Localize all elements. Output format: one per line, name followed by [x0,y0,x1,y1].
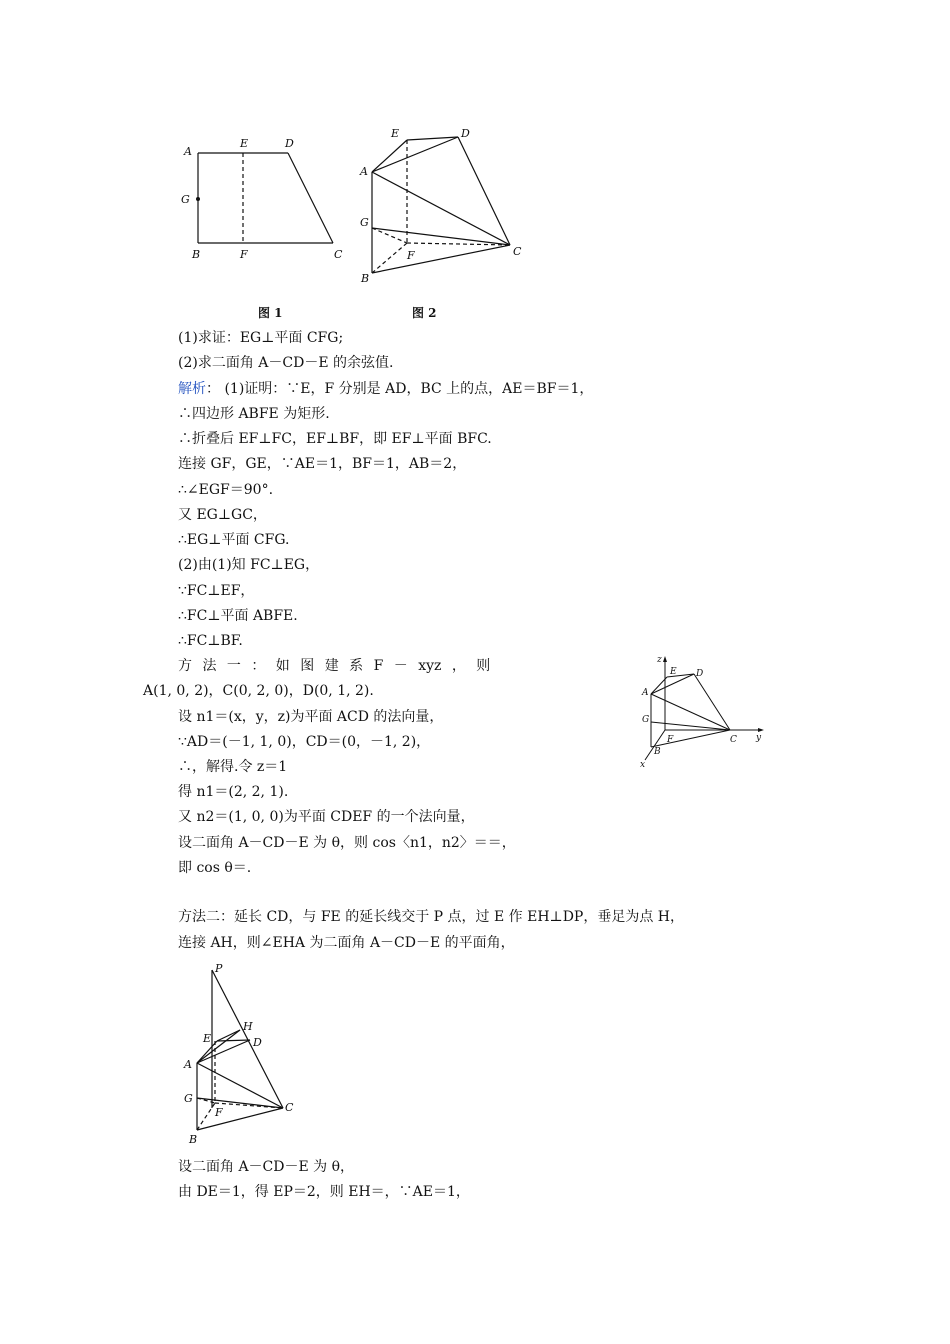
text-line: ∴EG⊥平面 CFG. [178,532,290,548]
axis-y: y [756,733,762,743]
text-line: ∴折叠后 EF⊥FC，EF⊥BF，即 EF⊥平面 BFC. [178,431,492,447]
axis-x: x [640,760,646,770]
question-1: (1)求证：EG⊥平面 CFG; [178,330,344,346]
text-line: 连接 GF，GE，∵AE＝1，BF＝1，AB＝2， [178,456,467,472]
text-line: (2)由(1)知 FC⊥EG， [178,557,320,573]
label-G: G [184,1092,193,1105]
figure-3 [630,652,775,770]
text-line: ∴FC⊥BF. [178,633,243,649]
label-B: B [361,272,370,285]
method-2-line-b: 连接 AH，则∠EHA 为二面角 A－CD－E 的平面角， [178,935,515,951]
label-E: E [240,137,249,150]
label-C: C [730,735,737,745]
solution-first-text: ： (1)证明：∵E，F 分别是 AD，BC 上的点，AE＝BF＝1， [206,381,594,397]
method-2-line-d: 由 DE＝1，得 EP＝2，则 EH＝，∵AE＝1， [178,1184,470,1200]
text-line: ∴四边形 ABFE 为矩形. [178,406,330,422]
label-E: E [391,127,400,140]
method-1-line-f: 得 n1＝(2, 2, 1). [178,784,289,800]
method-1-line-a: 方 法 一 ： 如 图 建 系 F － xyz ， 则 [178,658,491,674]
text-line: ∵FC⊥EF， [178,583,255,599]
method-2-line-a: 方法二：延长 CD，与 FE 的延长线交于 P 点，过 E 作 EH⊥DP，垂足为点 H， [178,909,685,925]
label-D: D [696,669,704,679]
label-F: F [240,248,248,261]
label-C: C [513,245,522,258]
label-D: D [285,137,294,150]
label-A: A [642,688,649,698]
question-2: (2)求二面角 A－CD－E 的余弦值. [178,355,394,371]
label-B: B [192,248,201,261]
method-2-line-c: 设二面角 A－CD－E 为 θ， [178,1159,355,1175]
text-line: 又 EG⊥GC， [178,507,267,523]
text-line: ∴∠EGF＝90°. [178,482,274,498]
label-A: A [184,145,192,158]
method-1-line-i: 即 cos θ＝. [178,860,252,876]
method-1-line-g: 又 n2＝(1, 0, 0)为平面 CDEF 的一个法向量， [178,809,475,825]
label-A: A [184,1058,192,1071]
label-E: E [670,667,677,677]
label-B: B [654,747,661,757]
figure-2 [355,125,535,290]
method-1-line-b: A(1, 0, 2)，C(0, 2, 0)，D(0, 1, 2). [143,683,374,699]
method-1-line-h: 设二面角 A－CD－E 为 θ，则 cos〈n1，n2〉＝＝， [178,835,516,851]
label-C: C [334,248,343,261]
label-G: G [642,715,650,725]
solution-label: 解析 [178,381,206,397]
method-1-line-e: ∴，解得.令 z＝1 [178,759,288,775]
label-D: D [253,1036,262,1049]
method-1-line-d: ∵AD＝(－1, 1, 0)，CD＝(0，－1, 2)， [178,734,431,750]
label-G: G [181,193,190,206]
label-G: G [360,216,369,229]
figure-1 [170,130,350,265]
label-H: H [243,1020,253,1033]
label-F: F [667,735,674,745]
label-D: D [461,127,470,140]
solution-first-line [178,380,593,398]
label-F: F [407,249,415,262]
label-F: F [215,1106,223,1119]
label-P: P [215,962,223,975]
axis-z: z [657,655,662,665]
method-1-line-c: 设 n1＝(x，y，z)为平面 ACD 的法向量， [178,709,444,725]
label-B: B [189,1133,198,1146]
label-C: C [285,1101,294,1114]
text-line: ∴FC⊥平面 ABFE. [178,608,298,624]
figure-2-caption: 图 2 [412,306,437,320]
label-A: A [360,165,368,178]
label-E: E [203,1032,212,1045]
figure-4 [175,958,305,1148]
figure-1-caption: 图 1 [258,306,283,320]
